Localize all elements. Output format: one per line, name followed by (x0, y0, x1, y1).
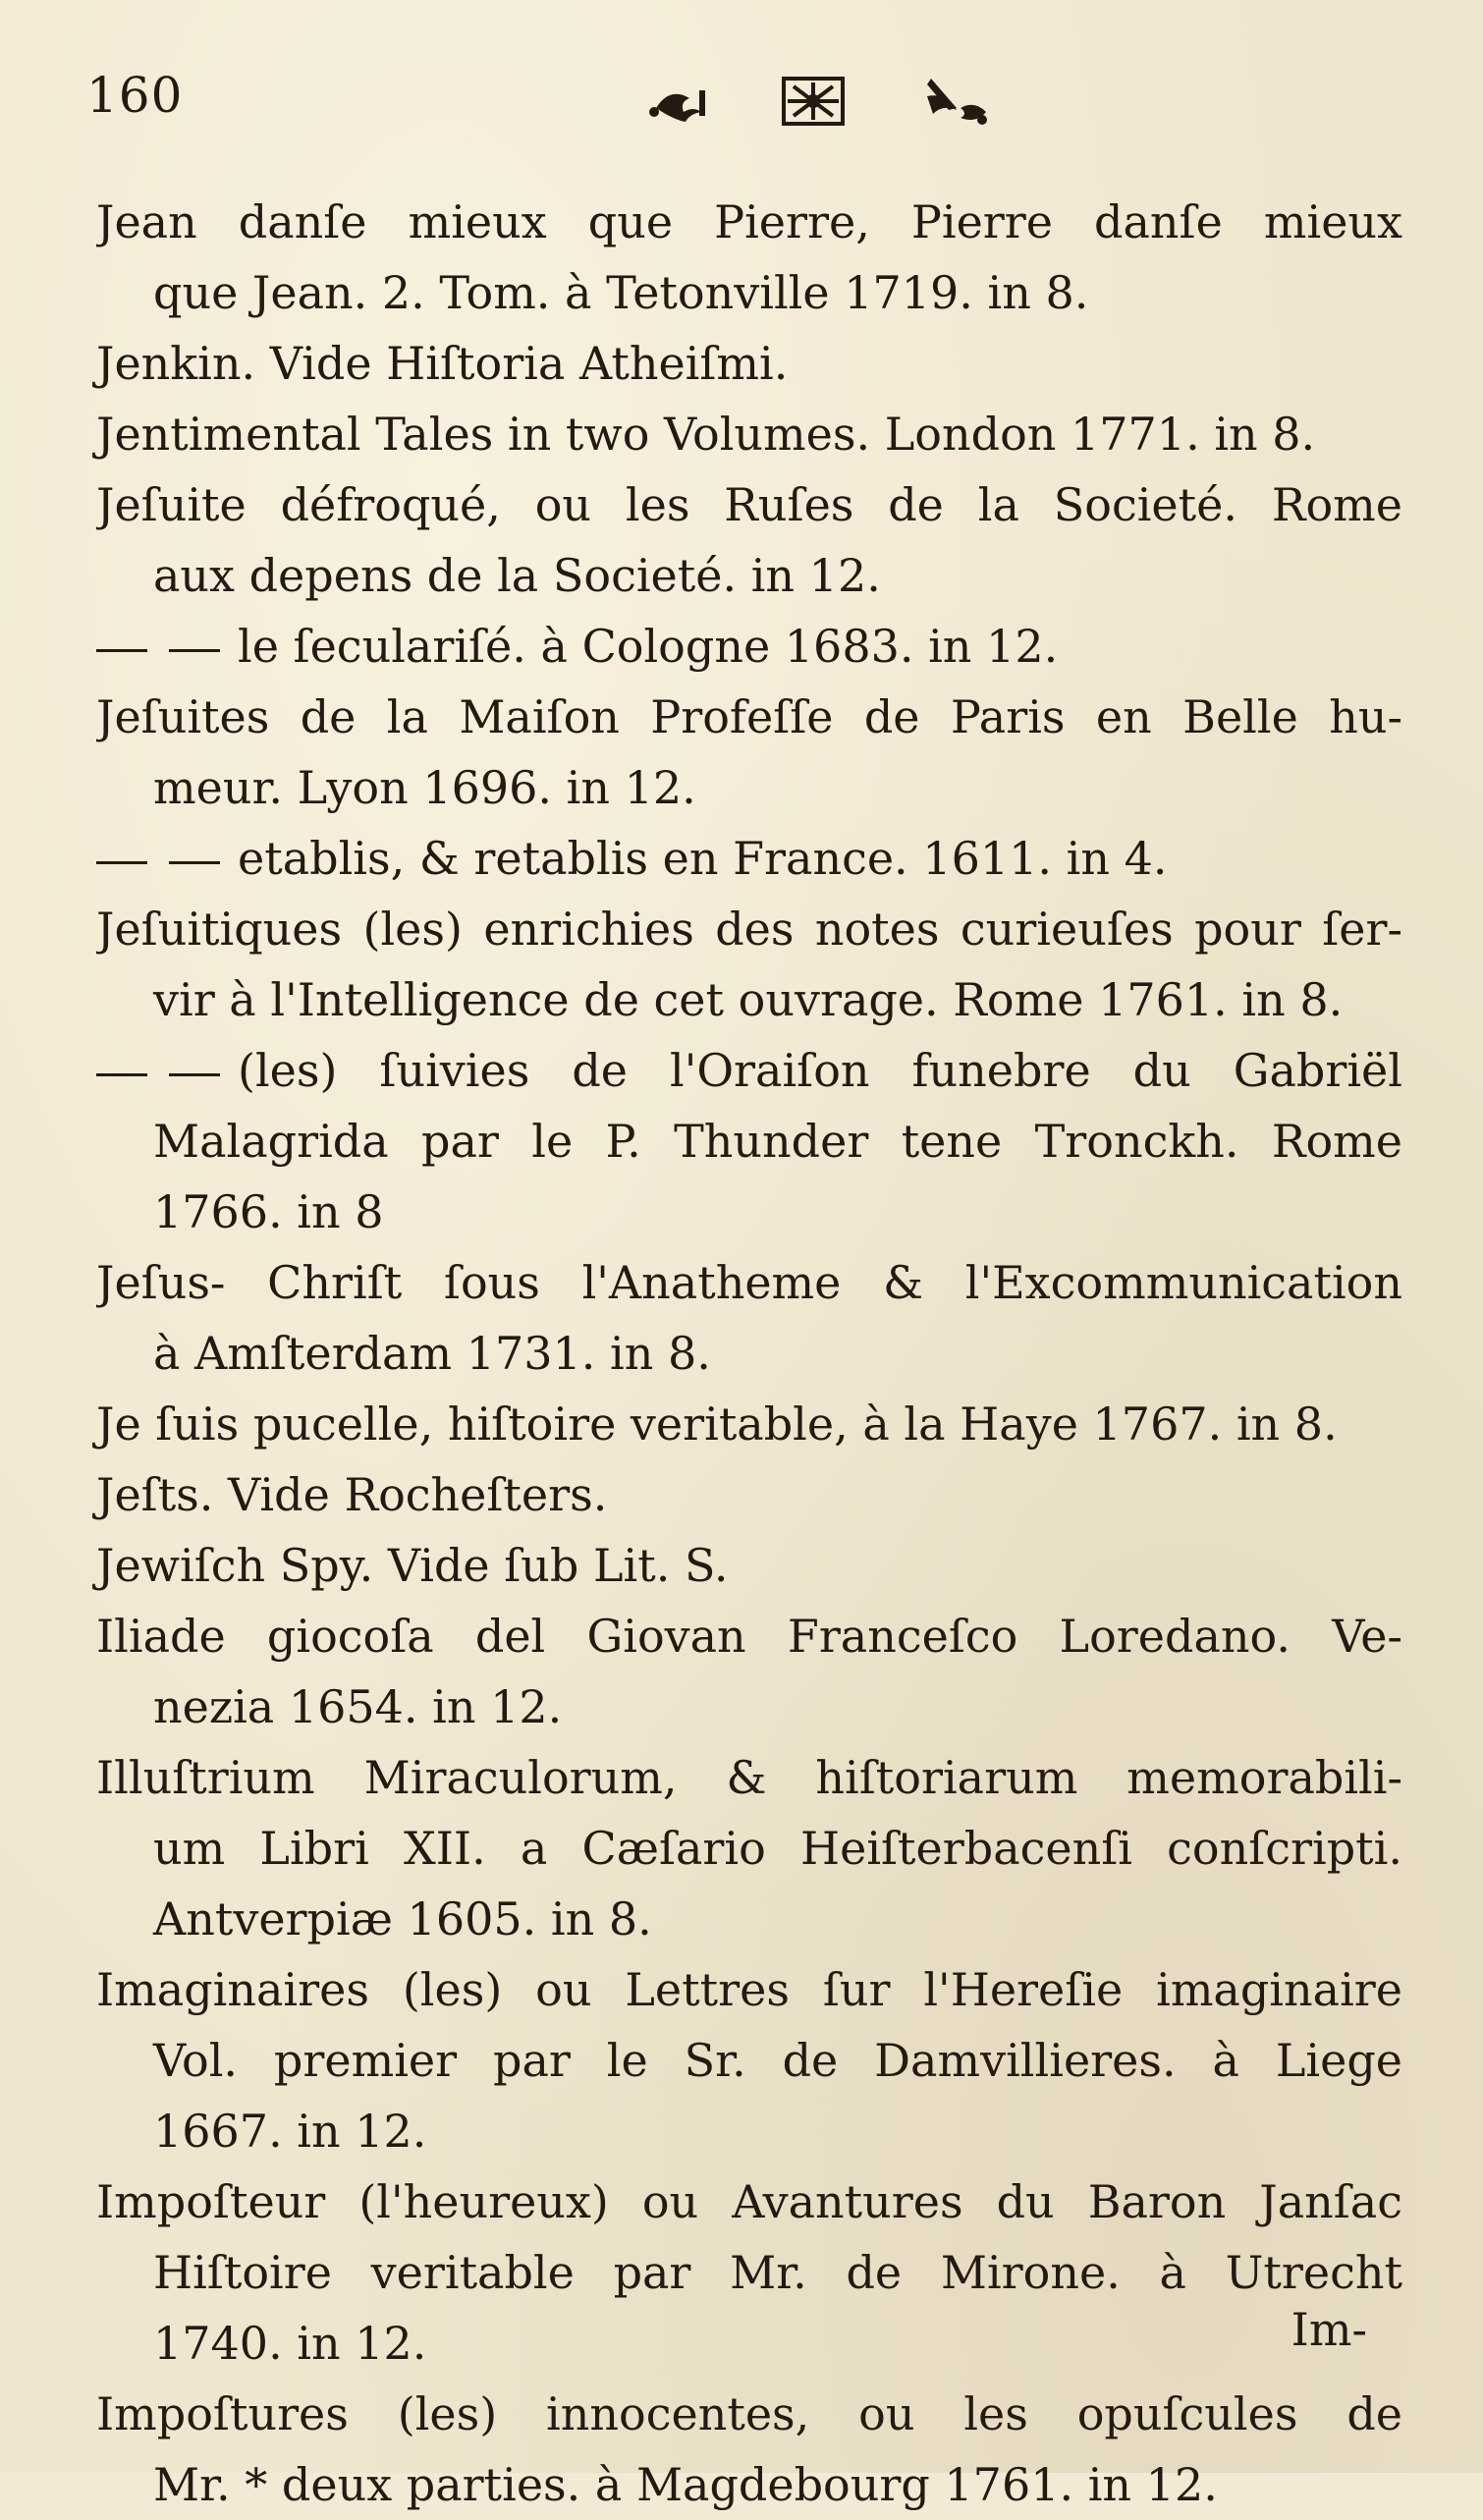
entry-text: 1667. in 12. (153, 2105, 427, 2158)
entry-line (96, 1035, 1402, 1106)
entry-text: Impoſteur (l'heureux) ou Avantures du Baron Janſac (96, 2175, 1402, 2228)
page-header (86, 61, 1402, 139)
printer-ornament-icon (636, 69, 1010, 132)
entry-line (96, 823, 1402, 894)
entry-text: Imaginaires (les) ou Lettres ſur l'Hereſie imaginaire (96, 1963, 1402, 2016)
entry-text: le ſeculariſé. à Cologne 1683. in 12. (238, 620, 1059, 673)
page-number: 160 (86, 67, 184, 124)
entry-line (96, 1954, 1402, 2025)
entry-text: Vol. premier par le Sr. de Damvillieres. à Liege (153, 2034, 1402, 2087)
bibliography-entries (96, 187, 1402, 2520)
entry-text: Impoſtures (les) innocentes, ou les opuſcules de (96, 2387, 1402, 2440)
entry-line (96, 682, 1402, 752)
catchword: Im- (1291, 2303, 1367, 2356)
entry-text: Malagrida par le P. Thunder tene Tronckh. Rome (153, 1115, 1402, 1168)
entry-line (96, 1247, 1402, 1318)
entry-line (96, 1530, 1402, 1601)
entry-text: 1740. in 12. (153, 2317, 427, 2370)
entry-text: um Libri XII. a Cæſario Heiſterbacenſi conſcripti. (153, 1822, 1402, 1875)
entry-line (96, 1601, 1402, 1671)
entry-text: 1766. in 8 (153, 1185, 384, 1238)
entry-text: que Jean. 2. Tom. à Tetonville 1719. in 8. (153, 266, 1089, 319)
entry-line (96, 611, 1402, 682)
entry-continuation-line (96, 1813, 1402, 1884)
entry-text: Hiſtoire veritable par Mr. de Mirone. à Utrecht (153, 2246, 1402, 2299)
entry-text: nezia 1654. in 12. (153, 1680, 563, 1733)
entry-continuation-line (96, 964, 1402, 1035)
entry-text: etablis, & retablis en France. 1611. in 4. (238, 832, 1168, 885)
entry-text: Mr. * deux parties. à Magdebourg 1761. in 12. (153, 2458, 1218, 2511)
entry-text: meur. Lyon 1696. in 12. (153, 761, 696, 814)
entry-text: (les) ſuivies de l'Oraiſon funebre du Gabriël (238, 1044, 1402, 1097)
entry-text: à Amſterdam 1731. in 8. (153, 1327, 711, 1380)
entry-text: Antverpiæ 1605. in 8. (153, 1892, 652, 1945)
entry-continuation-line (96, 752, 1402, 823)
entry-continuation-line (96, 1671, 1402, 1742)
entry-line (96, 1389, 1402, 1459)
entry-continuation-line (96, 257, 1402, 328)
entry-line (96, 894, 1402, 964)
entry-text: aux depens de la Societé. in 12. (153, 549, 881, 602)
entry-line (96, 2166, 1402, 2237)
entry-text: vir à l'Intelligence de cet ouvrage. Rome 1761. in 8. (153, 973, 1344, 1026)
entry-text: Jean danſe mieux que Pierre, Pierre danſe mieux (96, 195, 1402, 248)
entry-text: Jenkin. Vide Hiſtoria Atheiſmi. (96, 337, 789, 390)
entry-text: Jeſuitiques (les) enrichies des notes curieuſes pour ſer- (96, 903, 1402, 956)
entry-text: Jeſts. Vide Rocheſters. (96, 1468, 608, 1521)
ditto-dash-icon (96, 1065, 224, 1084)
entry-continuation-line (96, 2025, 1402, 2096)
entry-continuation-line (96, 1318, 1402, 1389)
entry-line (96, 469, 1402, 540)
entry-text: Jewiſch Spy. Vide ſub Lit. S. (96, 1539, 729, 1592)
entry-line (96, 2379, 1402, 2449)
entry-text: Jeſus- Chriſt ſous l'Anatheme & l'Excommunication (96, 1256, 1402, 1309)
entry-line (96, 399, 1402, 469)
entry-continuation-line (96, 2449, 1402, 2520)
entry-line (96, 187, 1402, 257)
ditto-dash-icon (96, 852, 224, 872)
entry-text: Iliade giocoſa del Giovan Franceſco Loredano. Ve- (96, 1610, 1402, 1663)
entry-line (96, 328, 1402, 399)
entry-continuation-line (96, 2237, 1402, 2308)
entry-continuation-line (96, 2096, 1402, 2166)
entry-continuation-line (96, 1177, 1402, 1247)
entry-continuation-line (96, 2308, 1402, 2379)
entry-text: Je ſuis pucelle, hiſtoire veritable, à la Haye 1767. in 8. (96, 1397, 1338, 1451)
entry-continuation-line (96, 1106, 1402, 1177)
entry-text: Illuſtrium Miraculorum, & hiſtoriarum memorabili- (96, 1751, 1402, 1804)
entry-continuation-line (96, 1884, 1402, 1954)
entry-text: Jentimental Tales in two Volumes. London 1771. in 8. (96, 408, 1316, 461)
entry-line (96, 1742, 1402, 1813)
entry-text: Jeſuites de la Maiſon Profeſſe de Paris en Belle hu- (96, 690, 1402, 743)
entry-text: Jeſuite défroqué, ou les Ruſes de la Societé. Rome (96, 478, 1402, 531)
ditto-dash-icon (96, 640, 224, 660)
entry-continuation-line (96, 540, 1402, 611)
entry-line (96, 1459, 1402, 1530)
